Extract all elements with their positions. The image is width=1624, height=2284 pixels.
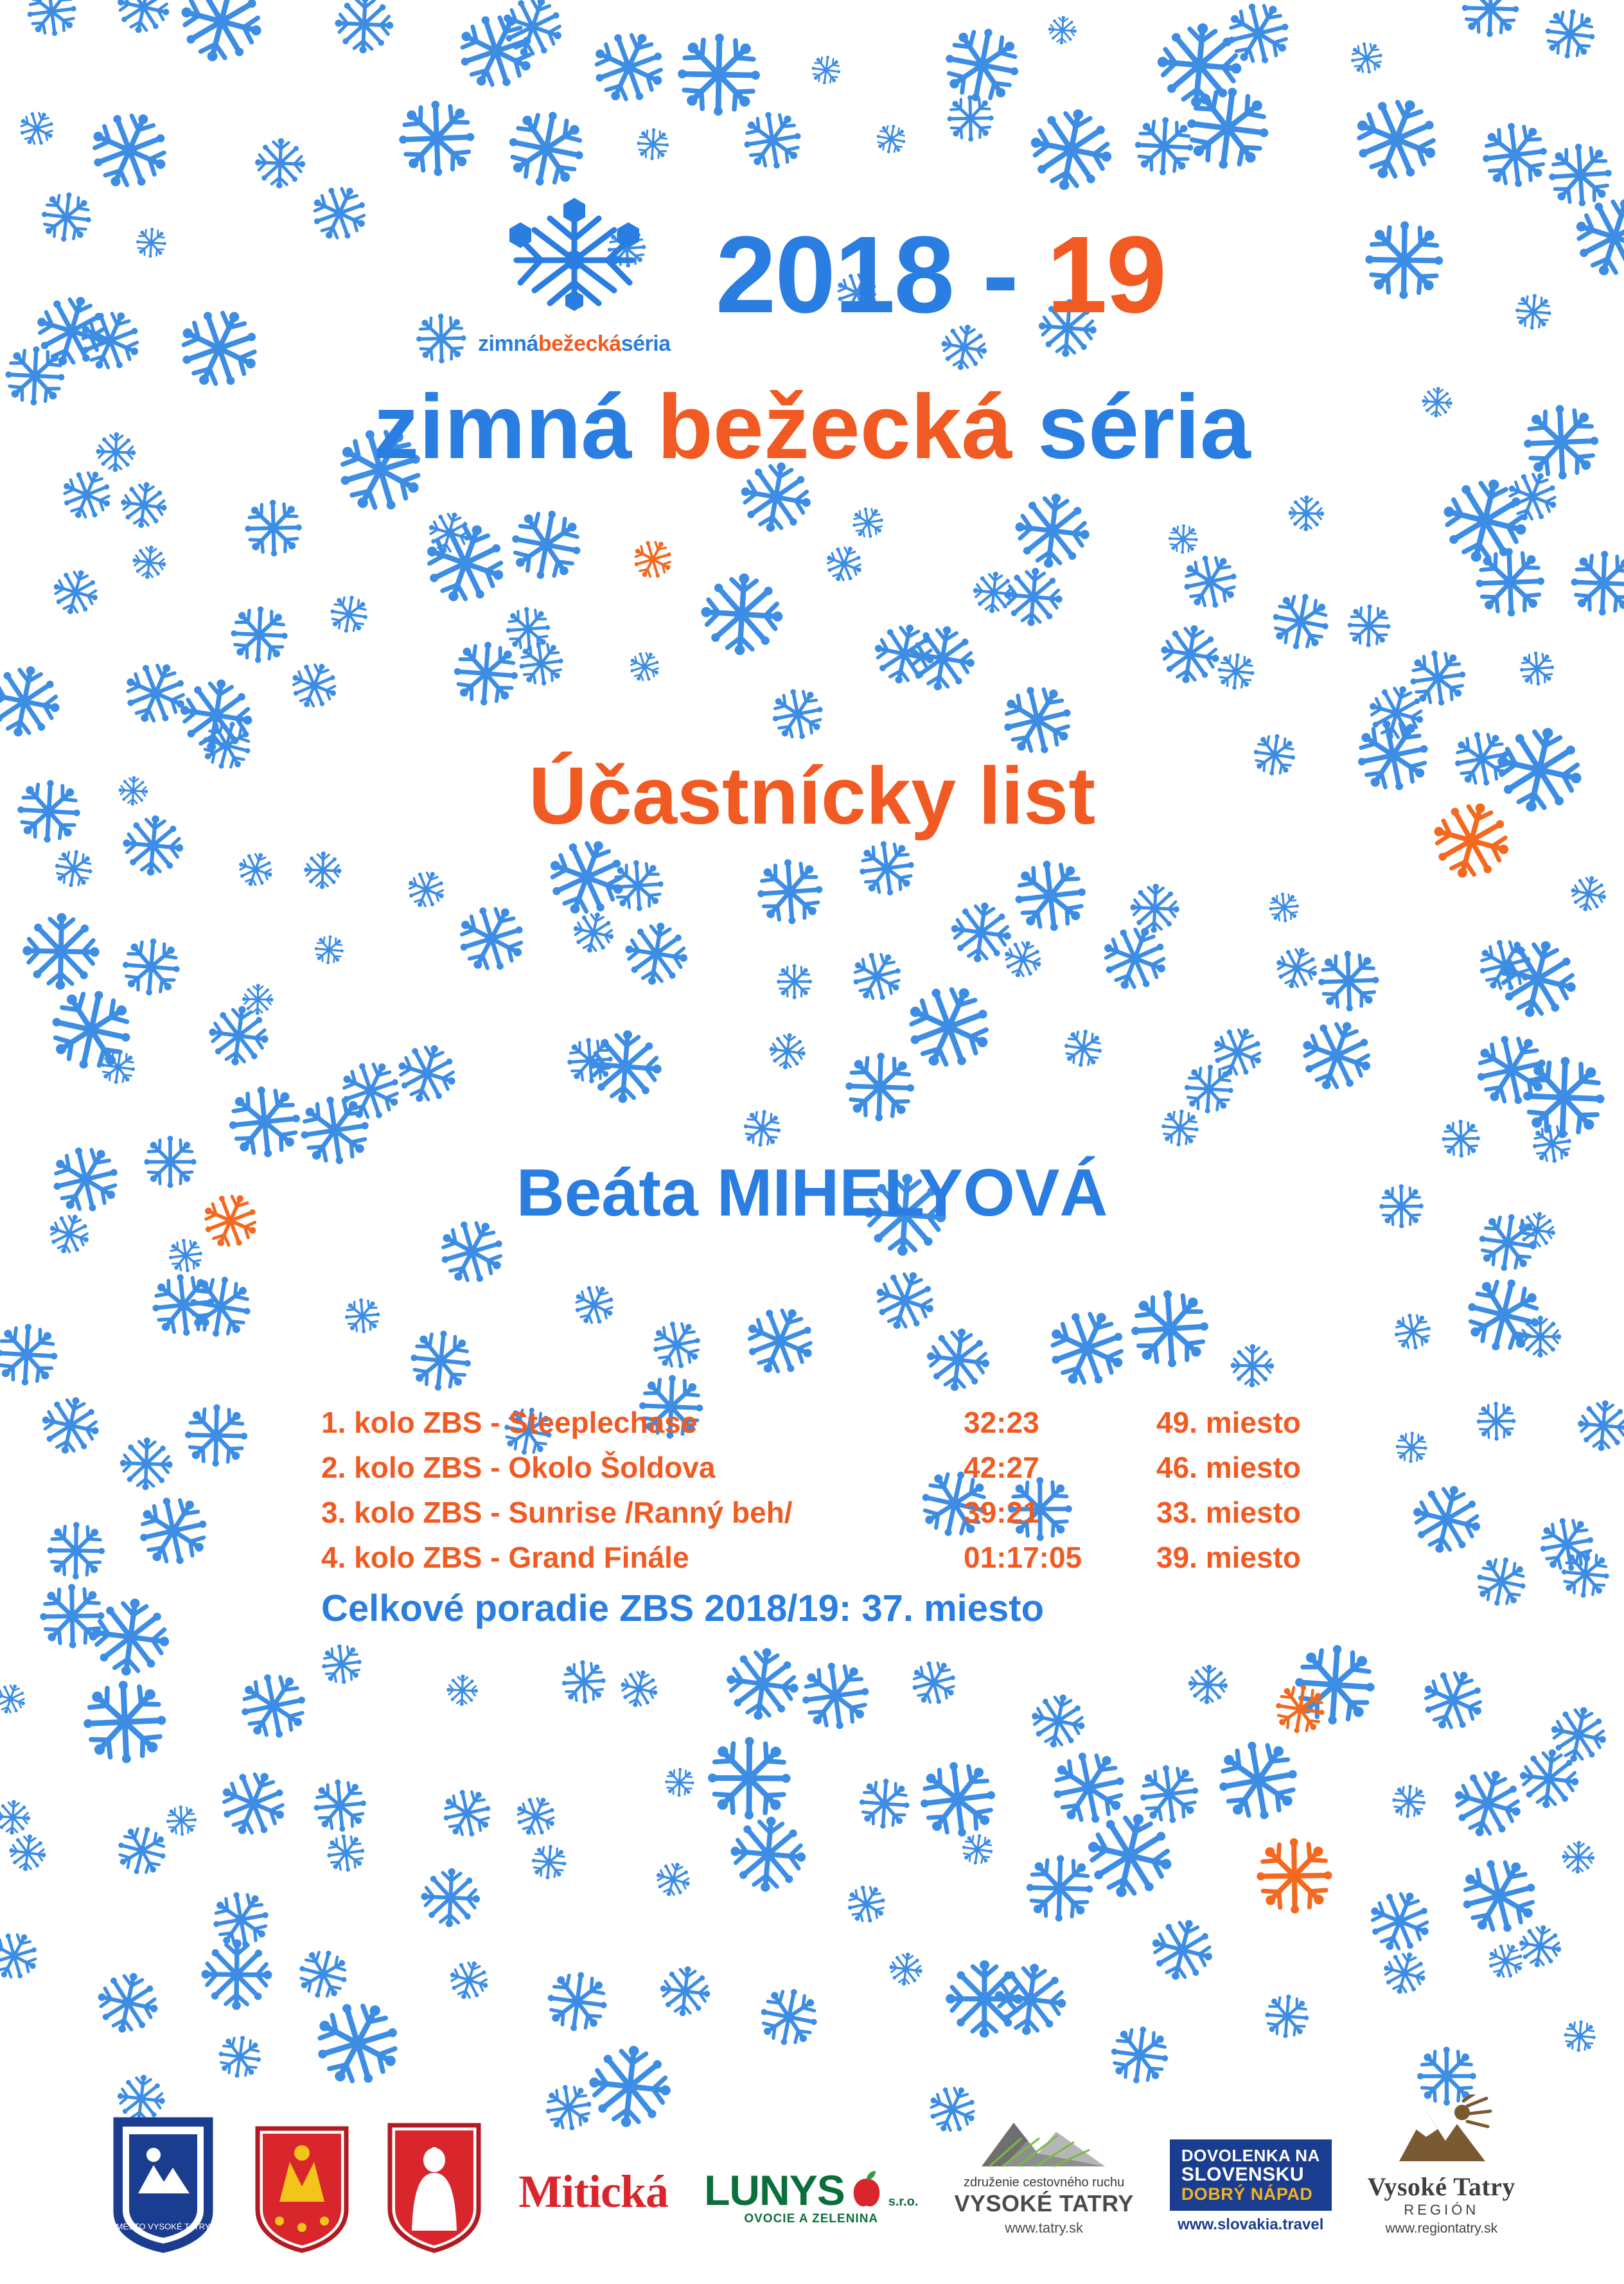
apple-icon [849,2170,885,2209]
sponsor-vysoke-tatry-region [1368,2094,1515,2253]
crest-yellow-icon [254,2125,350,2253]
race-name: 2. kolo ZBS - Okolo Šoldova [321,1450,716,1484]
svg-text:MESTO VYSOKÉ TATRY: MESTO VYSOKÉ TATRY [116,2222,211,2231]
tatry-url[interactable]: www.tatry.sk [1005,2220,1084,2236]
sponsor-crest-red [386,2121,482,2253]
vt-subtitle: REGIÓN [1404,2202,1479,2218]
peak-sun-icon [1390,2094,1493,2172]
event-year: 2018 - 19 [715,213,1166,336]
athlete-name: Beáta MIHELYOVÁ [516,1156,1108,1230]
table-row [321,1536,1349,1580]
race-time: 32:23 [964,1406,1039,1439]
race-name: 3. kolo ZBS - Sunrise /Ranný beh/ [321,1495,793,1529]
slovakia-line3: DOBRÝ NÁPAD [1181,2184,1313,2204]
sponsor-lunys [704,2166,919,2253]
race-place: 46. miesto [1156,1450,1301,1484]
vt-url[interactable]: www.regiontatry.sk [1385,2221,1498,2236]
crest-mesto-vysoke-tatry-icon [109,2115,218,2253]
series-title: zimná bežecká séria [373,376,1251,478]
event-logo [459,193,690,357]
sponsor-strip [0,2060,1624,2253]
page-title: Účastnícky list [528,750,1096,841]
race-name: 4. kolo ZBS - Grand Finále [321,1540,689,1574]
crest-red-icon [386,2121,482,2253]
sponsor-crest-yellow [254,2125,350,2253]
lunys-sro: s.r.o. [888,2195,919,2209]
race-time: 42:27 [964,1450,1039,1484]
results-table [321,1401,1349,1580]
slovakia-url[interactable]: www.slovakia.travel [1178,2216,1324,2233]
race-place: 39. miesto [1156,1540,1301,1574]
vt-wordmark: Vysoké Tatry [1367,2172,1515,2201]
logo-caption: zimnábežeckáséria [478,332,671,356]
race-time: 39:21 [964,1495,1039,1529]
race-place: 49. miesto [1156,1406,1301,1439]
slovakia-line1: DOVOLENKA NA [1181,2145,1320,2165]
sponsor-zdruzenie-vysoke-tatry [954,2112,1133,2253]
table-row [321,1401,1349,1446]
slovakia-line2: SLOVENSKU [1181,2164,1305,2186]
table-row [321,1491,1349,1536]
mountains-icon [976,2112,1111,2172]
race-place: 33. miesto [1156,1495,1301,1529]
sponsor-mesto-vysoke-tatry [109,2115,218,2253]
tatry-wordmark: VYSOKÉ TATRY [954,2190,1134,2217]
header-row [0,193,1624,357]
lunys-subtitle: OVOCIE A ZELENINA [744,2212,879,2226]
sponsor-dovolenka-na-slovensku [1170,2139,1332,2253]
snowflake-logo-icon [478,193,671,328]
race-name: 1. kolo ZBS - Steeplechase [321,1406,698,1439]
sponsor-miticka: Mitická [518,2166,669,2217]
table-row [321,1446,1349,1491]
overall-standing: Celkové poradie ZBS 2018/19: 37. miesto [321,1588,1045,1629]
lunys-wordmark: LUNYS [704,2166,845,2214]
tatry-subtitle: združenie cestovného ruchu [964,2175,1125,2190]
race-time: 01:17:05 [964,1540,1082,1574]
